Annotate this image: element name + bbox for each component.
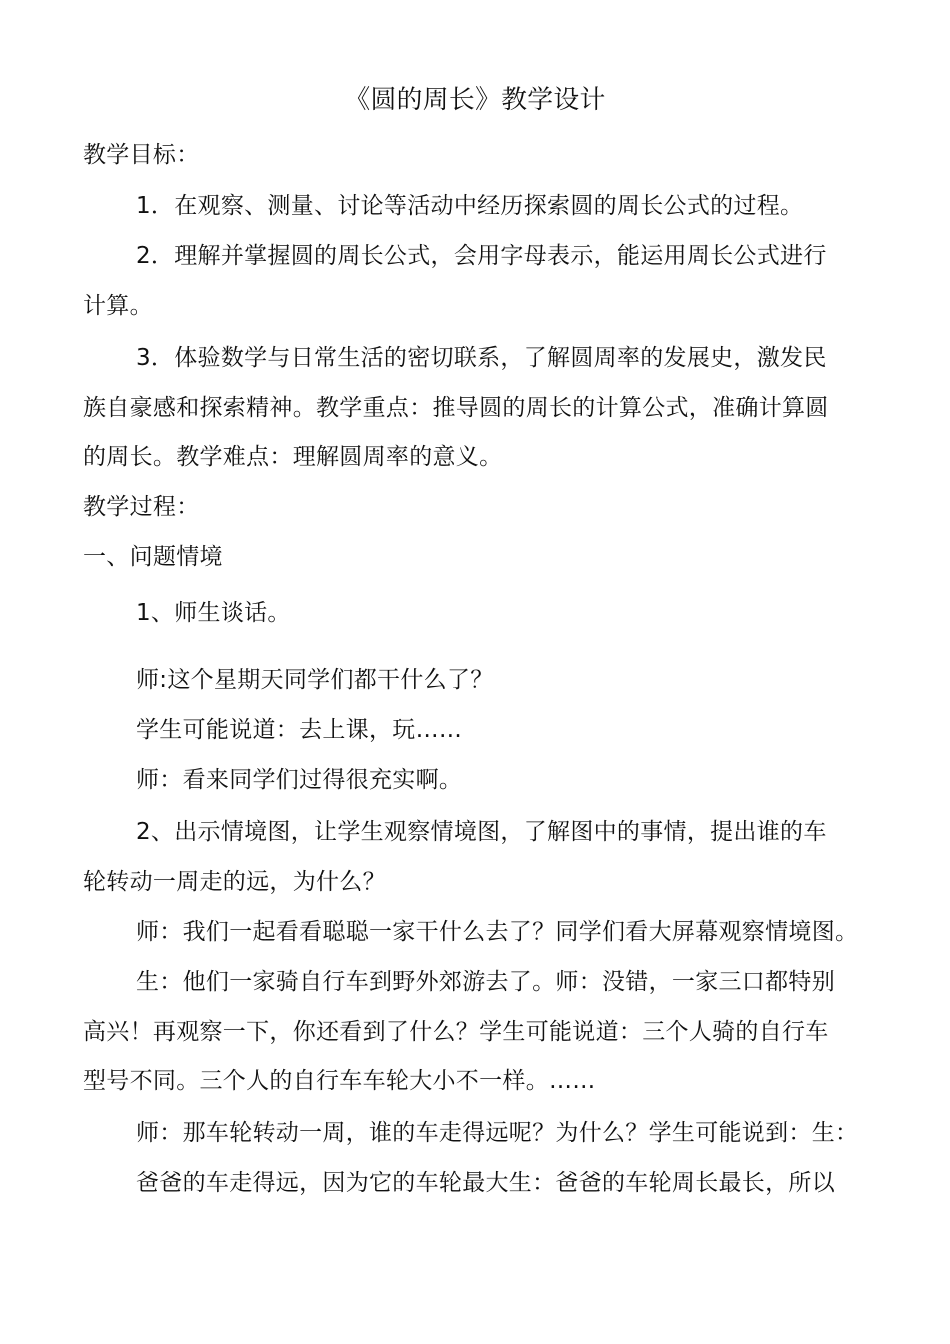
- paragraph-line: 计算。: [83, 293, 153, 319]
- paragraph-line: 1、师生谈话。: [136, 600, 291, 626]
- section-heading: 一、问题情境: [83, 544, 223, 570]
- paragraph-line: 的周长。教学难点：理解圆周率的意义。: [83, 444, 503, 470]
- paragraph-line: 1．在观察、测量、讨论等活动中经历探索圆的周长公式的过程。: [136, 193, 804, 219]
- paragraph-line: 师：我们一起看看聪聪一家干什么去了？同学们看大屏幕观察情境图。: [136, 919, 859, 945]
- document-title: 《圆的周长》教学设计: [344, 85, 606, 115]
- paragraph-line: 2．理解并掌握圆的周长公式，会用字母表示，能运用周长公式进行: [136, 243, 827, 269]
- paragraph-line: 族自豪感和探索精神。教学重点：推导圆的周长的计算公式，准确计算圆: [83, 395, 829, 421]
- paragraph-line: 高兴！再观察一下，你还看到了什么？学生可能说道：三个人骑的自行车: [83, 1019, 829, 1045]
- paragraph-line: 师：看来同学们过得很充实啊。: [136, 767, 463, 793]
- paragraph-line: 3．体验数学与日常生活的密切联系，了解圆周率的发展史，激发民: [136, 345, 827, 371]
- paragraph-line: 轮转动一周走的远，为什么？: [83, 869, 386, 895]
- paragraph-line: 师：那车轮转动一周，谁的车走得远呢？为什么？学生可能说到：生：: [136, 1120, 859, 1146]
- paragraph-line: 爸爸的车走得远，因为它的车轮最大生：爸爸的车轮周长最长，所以: [136, 1170, 835, 1196]
- paragraph-line: 学生可能说道：去上课，玩……: [136, 717, 463, 743]
- heading-teaching-process: 教学过程：: [83, 494, 200, 520]
- heading-teaching-goals: 教学目标：: [83, 142, 200, 168]
- paragraph-line: 2、出示情境图，让学生观察情境图，了解图中的事情，提出谁的车: [136, 819, 827, 845]
- paragraph-line: 型号不同。三个人的自行车车轮大小不一样。……: [83, 1068, 596, 1094]
- paragraph-line: 师:这个星期天同学们都干什么了？: [136, 667, 494, 693]
- paragraph-line: 生：他们一家骑自行车到野外郊游去了。师：没错，一家三口都特别: [136, 969, 835, 995]
